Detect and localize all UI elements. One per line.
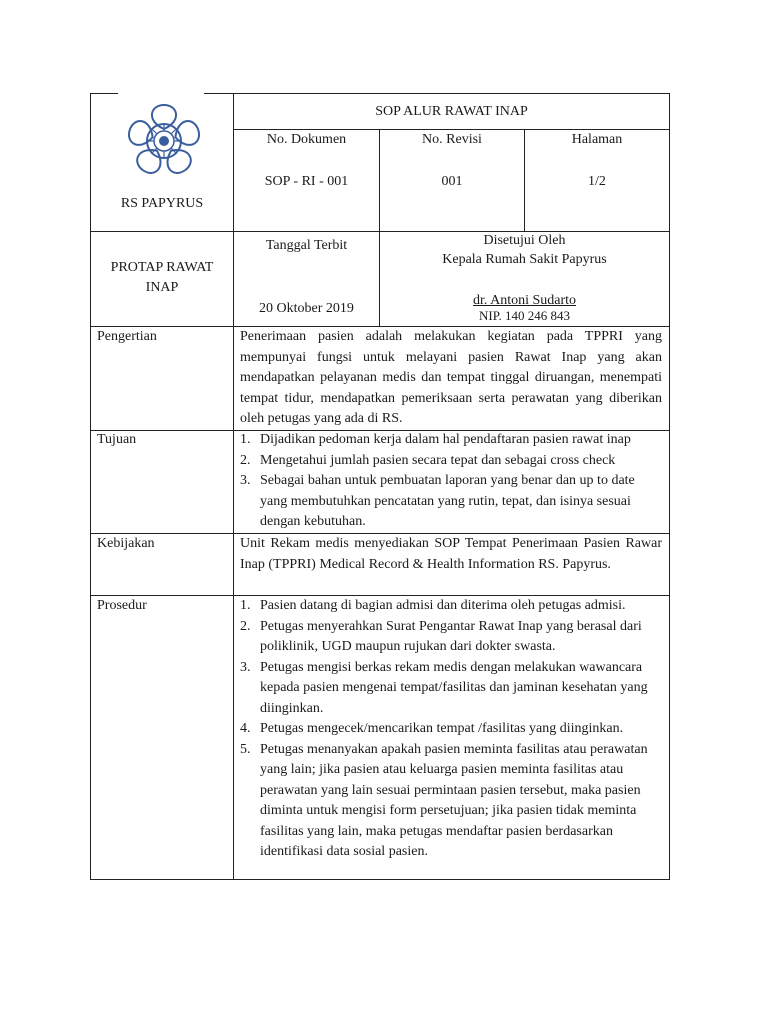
approver-nip: NIP. 140 246 843: [478, 308, 570, 323]
list-item-number: 5.: [240, 741, 251, 757]
prosedur-list: [240, 596, 652, 863]
tujuan-list: [240, 430, 662, 533]
list-item-number: 2.: [240, 618, 251, 634]
kebijakan-text: Unit Rekam medis menyediakan SOP Tempat Penerimaan Pasien Rawar Inap (TPPRI) Medical Record & Health Information RS. Papyrus.: [240, 536, 662, 572]
list-item-number: 1.: [240, 432, 251, 447]
revision-value: 001: [441, 174, 463, 189]
hospital-emblem-icon: [118, 93, 210, 185]
list-item: [240, 719, 652, 740]
table-border-right: [669, 93, 670, 880]
page-value: 1/2: [588, 174, 606, 189]
list-item-text: Petugas menanyakan apakah pasien meminta fasilitas atau perawatan yang lain; jika pasien atau keluarga pasien meminta fasilitas atau perawatan yang lain sesuai permintaan pasien tersebut, maka pasien diminta untuk mengisi form persetujuan; jika pasien tidak meminta fasilitas yang lain, maka petugas mendaftar pasien berdasarkan identifikasi data sosial pasien.: [260, 741, 648, 859]
table-border-bottom: [90, 879, 670, 880]
table-border-top-gap: [204, 93, 670, 94]
list-item: [240, 658, 652, 720]
doc-no-value: SOP - RI - 001: [264, 174, 349, 189]
list-item-text: Pasien datang di bagian admisi dan diterima oleh petugas admisi.: [260, 598, 626, 613]
list-item-number: 3.: [240, 659, 251, 675]
pengertian-label: Pengertian: [97, 329, 157, 344]
tujuan-label: Tujuan: [97, 432, 137, 447]
list-item-text: Petugas mengecek/mencarikan tempat /fasilitas yang diinginkan.: [260, 721, 624, 736]
list-item-text: Sebagai bahan untuk pembuatan laporan yang benar dan up to date yang membutuhkan pencatatan yang rutin, tepat, dan isinya sesuai dengan kebutuhan.: [260, 473, 635, 529]
table-column-divider: [233, 93, 234, 880]
list-item-text: Petugas mengisi berkas rekam medis dengan melakukan wawancara kepada pasien mengenai tempat/fasilitas dan jaminan kesehatan yang diinginkan.: [260, 659, 648, 716]
list-item-number: 2.: [240, 452, 251, 468]
doc-no-label: No. Dokumen: [266, 132, 347, 147]
list-item-number: 4.: [240, 721, 251, 736]
protap-title: PROTAP RAWAT INAP: [110, 260, 214, 295]
list-item-text: Dijadikan pedoman kerja dalam hal pendaftaran pasien rawat inap: [260, 432, 631, 447]
approved-label: Disetujui Oleh: [483, 233, 566, 248]
kebijakan-label: Kebijakan: [97, 536, 155, 551]
list-item-text: Petugas menyerahkan Surat Pengantar Rawat Inap yang berasal dari poliklinik, UGD maupun rujukan dari dokter swasta.: [260, 618, 642, 654]
page-label: Halaman: [571, 132, 623, 147]
list-item-number: 1.: [240, 598, 251, 613]
approved-position: Kepala Rumah Sakit Papyrus: [442, 252, 607, 267]
prosedur-label: Prosedur: [97, 598, 147, 613]
approver-name-text: dr. Antoni Sudarto: [472, 293, 577, 308]
list-item-text: Mengetahui jumlah pasien secara tepat dan sebagai cross check: [260, 452, 616, 468]
issue-date-label: Tanggal Terbit: [265, 238, 348, 253]
sop-title: SOP ALUR RAWAT INAP: [375, 104, 528, 119]
list-item: [240, 740, 652, 863]
revision-label: No. Revisi: [422, 132, 482, 147]
list-item: [240, 596, 652, 617]
list-item: [240, 471, 662, 533]
list-item: [240, 430, 662, 451]
issue-date: 20 Oktober 2019: [259, 301, 354, 316]
hospital-name: RS PAPYRUS: [120, 196, 204, 211]
table-border-top-left: [90, 93, 118, 94]
list-item: [240, 451, 662, 472]
pengertian-text: Penerimaan pasien adalah melakukan kegiatan pada TPPRI yang mempunyai fungsi untuk melayani pasien Rawat Inap yang akan mendapatkan pelayanan medis dan tempat tinggal diruangan, menempati tempat tidur, mendapatkan pemeriksaan serta perawatan yang diberikan oleh petugas yang ada di RS.: [240, 329, 662, 426]
list-item-number: 3.: [240, 473, 251, 488]
list-item: [240, 617, 652, 658]
